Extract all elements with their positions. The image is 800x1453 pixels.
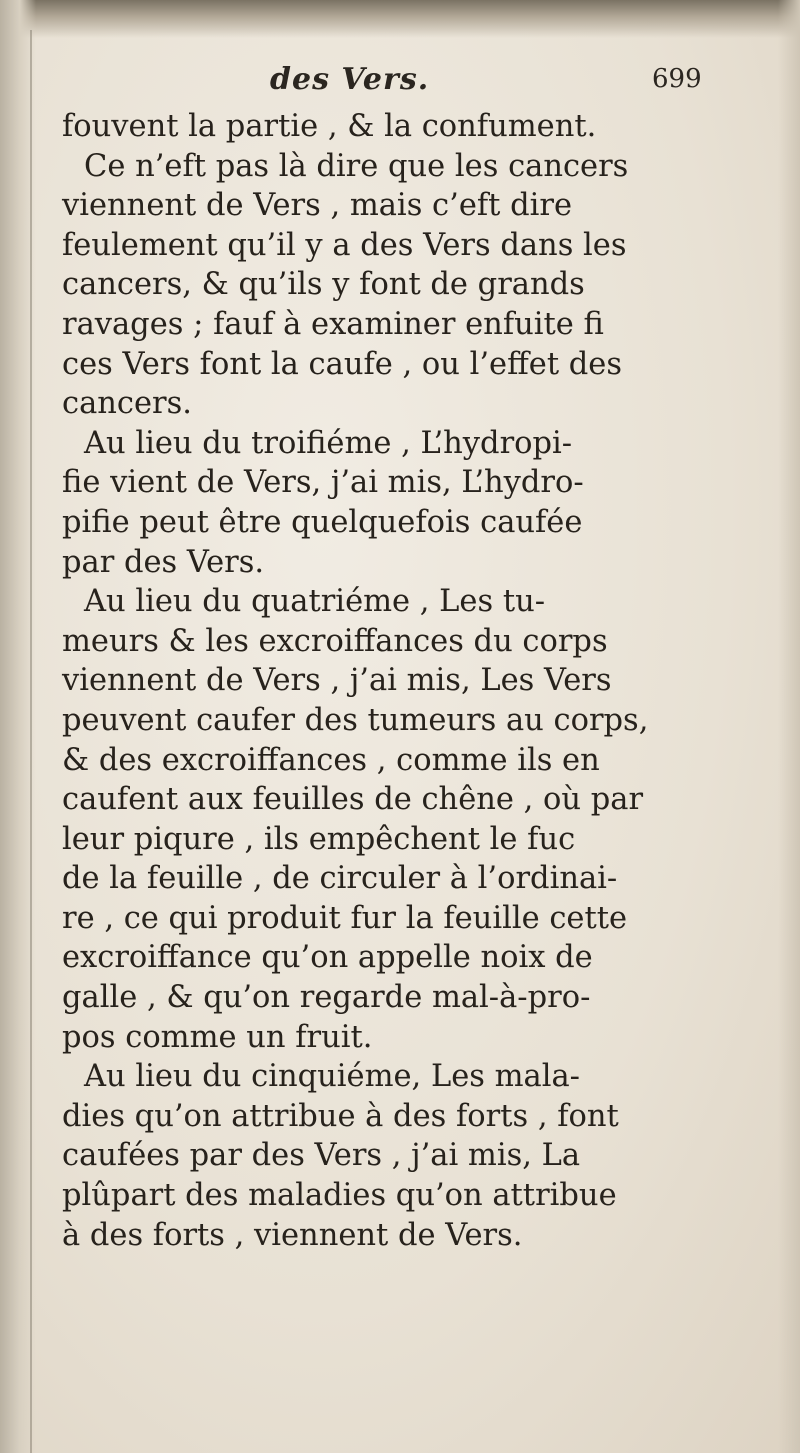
text-line: Au lieu du cinquiéme, Les mala- [84,1059,580,1095]
text-line: viennent de Vers , mais c’eft dire [62,188,573,224]
text-line: Au lieu du quatriéme , Les tu- [84,584,546,620]
text-line: meurs & les excroiffances du corps [62,623,608,659]
text-line: de la feuille , de circuler à l’ordinai- [62,861,618,897]
text-line: ravages ; fauf à examiner enfuite fi [62,306,604,342]
text-line: par des Vers. [62,544,265,580]
text-line: ces Vers font la caufe , ou l’effet des [62,346,622,382]
text-line: plûpart des maladies qu’on attribue [62,1178,617,1214]
page-number: 699 [652,64,702,94]
text-line: dies qu’on attribue à des forts , font [62,1098,619,1134]
text-line: excroiffance qu’on appelle noix de [62,940,593,976]
text-line: caufées par des Vers , j’ai mis, La [62,1138,581,1174]
body-text [62,107,770,1255]
text-line: à des forts , viennent de Vers. [62,1217,523,1253]
text-line: re , ce qui produit fur la feuille cette [62,900,628,936]
text-line: fie vient de Vers, j’ai mis, L’hydro- [62,465,584,501]
page-gutter-line [30,30,32,1453]
text-line: viennent de Vers , j’ai mis, Les Vers [62,663,612,699]
page-header [0,62,800,102]
page-top-shadow [0,0,800,38]
text-line: cancers, & qu’ils y font de grands [62,267,585,303]
text-line: fouvent la partie , & la confument. [62,109,597,144]
text-line: leur piqure , ils empêchent le fuc [62,821,576,857]
text-line: caufent aux feuilles de chêne , où par [62,782,644,818]
text-line: cancers. [62,386,192,422]
text-line: pifie peut être quelquefois caufée [62,504,583,540]
text-line: galle , & qu’on regarde mal-à-pro- [62,980,591,1016]
text-line: Ce n’eft pas là dire que les cancers [84,148,629,184]
text-line: feulement qu’il y a des Vers dans les [62,227,627,263]
text-line: & des excroiffances , comme ils en [62,742,600,778]
running-title: des Vers. [270,62,430,97]
text-line: pos comme un fruit. [62,1019,373,1055]
page-right-edge [778,0,800,1453]
text-line: Au lieu du troifiéme , L’hydropi- [84,425,573,461]
text-line: peuvent caufer des tumeurs au corps, [62,702,649,738]
